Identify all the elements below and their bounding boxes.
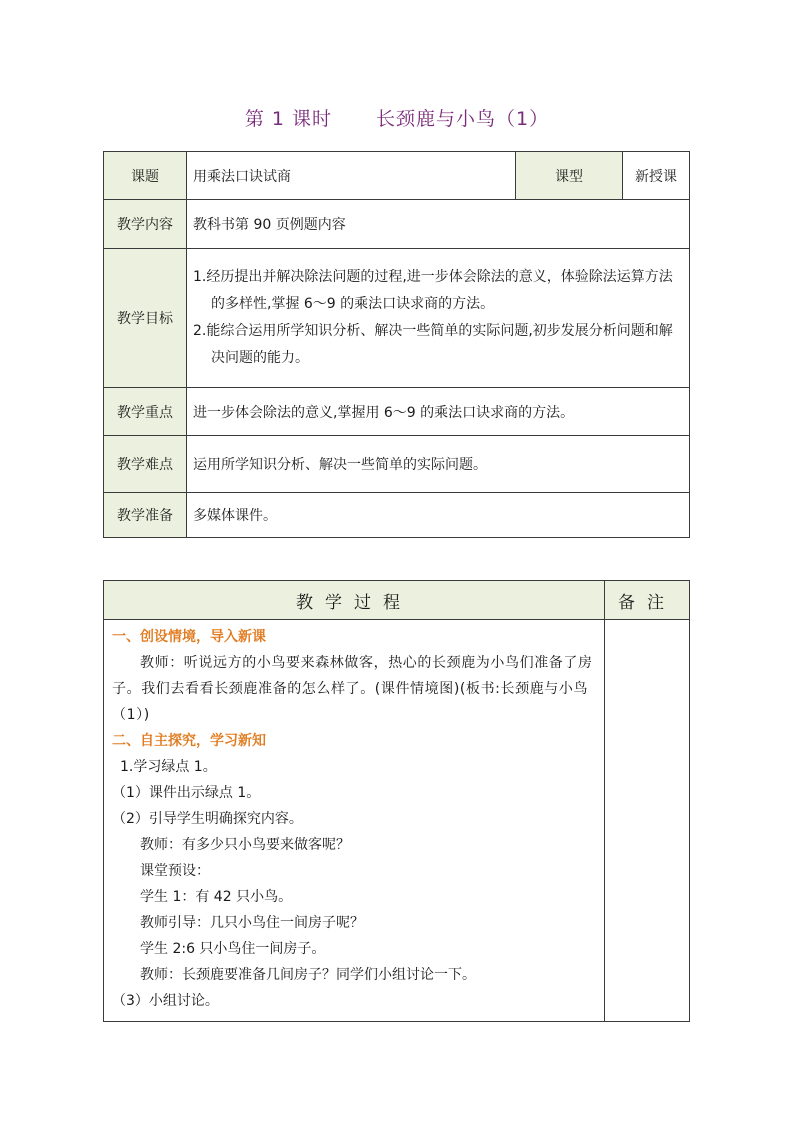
lesson-number: 第 1 课时 [244,108,333,130]
section-1-text: 教师：听说远方的小鸟要来森林做客，热心的长颈鹿为小鸟们准备了房子。我们去看看长颈鹿准备的怎么样了。(课件情境图)(板书:长颈鹿与小鸟（1）) [112,655,593,723]
difficulty-value: 运用所学知识分析、解决一些简单的实际问题。 [187,436,690,493]
dialog-line: 学生 1：有 42 只小鸟。 [140,889,293,905]
sub-step-1: （1）课件出示绿点 1。 [112,785,261,801]
section-2-title: 二、自主探究，学习新知 [112,733,266,749]
notes-header: 备注 [605,581,690,620]
key-label: 教学重点 [104,388,187,436]
key-value: 进一步体会除法的意义,掌握用 6～9 的乘法口诀求商的方法。 [187,388,690,436]
section-1-title: 一、创设情境，导入新课 [112,629,266,645]
goal-item: 1.经历提出并解决除法问题的过程,进一步体会除法的意义，体验除法运算方法的多样性,掌握 6～9 的乘法口诀求商的方法。 [193,269,673,312]
content-value: 教科书第 90 页例题内容 [187,200,690,249]
dialog-line: 学生 2:6 只小鸟住一间房子。 [140,941,326,957]
topic-label: 课题 [104,152,187,200]
topic-value: 用乘法口诀试商 [187,152,516,200]
process-table [103,580,690,1022]
content-label: 教学内容 [104,200,187,249]
process-header: 教学过程 [104,581,605,620]
dialog-line: 教师：有多少只小鸟要来做客呢？ [140,837,350,853]
goal-item: 2.能综合运用所学知识分析、解决一些简单的实际问题,初步发展分析问题和解决问题的能力。 [193,323,673,366]
prep-label: 教学准备 [104,493,187,538]
prep-value: 多媒体课件。 [187,493,690,538]
sub-step-3: （3）小组讨论。 [112,993,219,1009]
step-1: 1.学习绿点 1。 [120,759,217,775]
type-label: 课型 [516,152,623,200]
lesson-info-table [103,151,690,538]
notes-cell [605,620,690,1022]
process-content [104,620,605,1022]
lesson-topic: 长颈鹿与小鸟（1） [376,108,550,130]
dialog-line: 课堂预设： [140,863,210,879]
dialog-line: 教师引导：几只小鸟住一间房子呢？ [140,915,364,931]
dialog-line: 教师：长颈鹿要准备几间房子？同学们小组讨论一下。 [140,967,476,983]
goals-label: 教学目标 [104,249,187,388]
difficulty-label: 教学难点 [104,436,187,493]
goals-cell [187,249,690,388]
sub-step-2: （2）引导学生明确探究内容。 [112,811,303,827]
page-title [0,104,794,131]
type-value: 新授课 [623,152,690,200]
